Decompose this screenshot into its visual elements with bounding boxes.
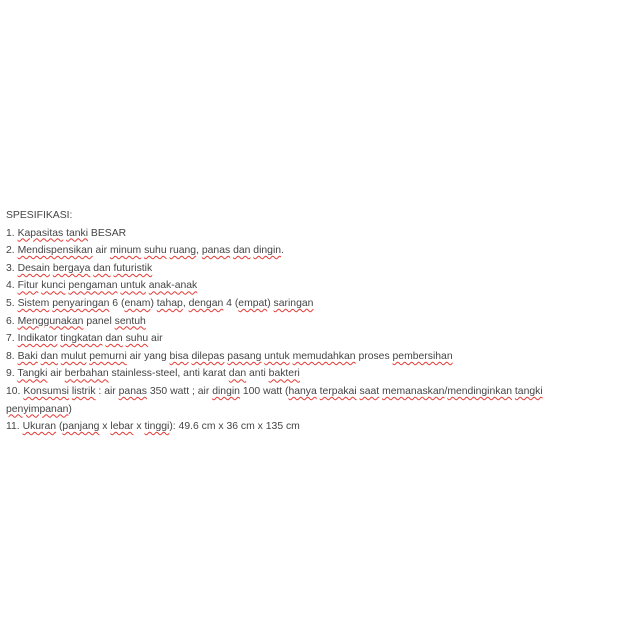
spellcheck-flagged-word: pembersihan <box>392 350 453 362</box>
spellcheck-flagged-word: panas <box>118 385 147 397</box>
spellcheck-flagged-word: kunci <box>41 280 66 292</box>
spec-text-run: 9. <box>6 368 18 380</box>
spec-text-run: 350 watt ; air <box>146 385 213 397</box>
specification-text[interactable] <box>6 207 606 436</box>
spec-item <box>6 365 606 383</box>
spec-item <box>6 383 606 418</box>
spellcheck-flagged-word: minum <box>109 245 142 257</box>
spellcheck-flagged-word: hanya <box>288 385 317 397</box>
spellcheck-flagged-word: dan <box>105 333 123 345</box>
spellcheck-flagged-word: memanaskan <box>382 385 445 397</box>
spellcheck-flagged-word: memudahkan <box>292 350 356 362</box>
spec-item <box>6 313 606 331</box>
spellcheck-flagged-word: pasang <box>227 350 262 362</box>
spec-text-run: 2. <box>6 245 18 257</box>
spec-text-run: proses <box>355 350 393 362</box>
spellcheck-flagged-word: lebar <box>110 421 134 433</box>
spellcheck-flagged-word: listrik <box>71 385 96 397</box>
spec-list <box>6 225 606 436</box>
spellcheck-flagged-word: bisa <box>169 350 189 362</box>
spellcheck-flagged-word: ruang <box>169 245 197 257</box>
spec-text-run: BESAR <box>88 227 127 239</box>
spec-text-run: 100 watt ( <box>239 385 289 397</box>
spec-text-run: 1. <box>6 227 18 239</box>
spellcheck-flagged-word: sentuh <box>114 315 146 327</box>
spec-item <box>6 330 606 348</box>
spec-text-run: 11. <box>6 421 23 433</box>
spellcheck-flagged-word: dingin <box>212 385 240 397</box>
spellcheck-flagged-word: suhu <box>125 333 149 345</box>
spellcheck-flagged-word: dilepas <box>191 350 225 362</box>
spec-text-run: air <box>148 333 163 345</box>
spec-text-run: air <box>47 368 65 380</box>
spellcheck-flagged-word: dan <box>233 245 251 257</box>
spec-text-run: ): 49.6 cm x 36 cm x 135 cm <box>169 421 300 433</box>
spellcheck-flagged-word: panjang <box>62 421 100 433</box>
spellcheck-flagged-word: Menggunakan <box>17 315 84 327</box>
spec-text-run: x <box>99 421 111 433</box>
spellcheck-flagged-word: bakteri <box>268 368 300 380</box>
spec-text-run: , <box>196 245 202 257</box>
spec-text-run: air <box>92 245 110 257</box>
spec-text-run: , <box>182 297 189 309</box>
spellcheck-flagged-word: tangki <box>514 385 543 397</box>
spec-text-run: 3. <box>6 262 18 274</box>
spellcheck-flagged-word: saringan <box>273 297 314 309</box>
spellcheck-flagged-word: enam <box>124 297 151 309</box>
spec-text-run: 8. <box>6 350 18 362</box>
spellcheck-flagged-word: mulut <box>60 350 87 362</box>
spellcheck-flagged-word: tinggi <box>144 421 170 433</box>
spec-text-run: / <box>444 385 448 397</box>
spellcheck-flagged-word: dengan <box>188 297 224 309</box>
spellcheck-flagged-word: terpakai <box>319 385 357 397</box>
spec-text-run: 4. <box>6 280 18 292</box>
spec-item <box>6 348 606 366</box>
spellcheck-flagged-word: Kapasitas <box>17 227 64 239</box>
spellcheck-flagged-word: Baki <box>17 350 38 362</box>
spellcheck-flagged-word: penyimpanan <box>6 403 69 415</box>
spec-text-run: 4 ( <box>223 297 239 309</box>
spellcheck-flagged-word: penyaringan <box>52 297 110 309</box>
spellcheck-flagged-word: empat <box>238 297 268 309</box>
spec-text-run: 6. <box>6 315 18 327</box>
spellcheck-flagged-word: Fitur <box>17 280 39 292</box>
spellcheck-flagged-word: tingkatan <box>60 333 103 345</box>
spellcheck-flagged-word: dan <box>93 262 111 274</box>
spellcheck-flagged-word: Sistem <box>17 297 50 309</box>
spec-item <box>6 418 606 436</box>
spec-item <box>6 277 606 295</box>
spec-text-run: : air <box>95 385 119 397</box>
spec-text-run: ) <box>68 403 72 415</box>
spec-text-run: x <box>133 421 145 433</box>
spellcheck-flagged-word: untuk <box>120 280 146 292</box>
spellcheck-flagged-word: panas <box>201 245 231 257</box>
spellcheck-flagged-word: Tangki <box>17 368 48 380</box>
spellcheck-flagged-word: pemurni <box>89 350 127 362</box>
spec-item <box>6 225 606 243</box>
spellcheck-flagged-word: suhu <box>144 245 167 257</box>
spec-text-run: . <box>281 245 284 257</box>
spec-text-run: ) <box>267 297 274 309</box>
spec-text-run: 6 ( <box>109 297 125 309</box>
spellcheck-flagged-word: untuk <box>264 350 290 362</box>
spec-item <box>6 260 606 278</box>
spec-item <box>6 295 606 313</box>
spec-text-run: 5. <box>6 297 18 309</box>
spellcheck-flagged-word: anak-anak <box>148 280 198 292</box>
spellcheck-flagged-word: dan <box>40 350 59 362</box>
spellcheck-flagged-word: Ukuran <box>22 421 57 433</box>
spec-text-run: ( <box>56 421 63 433</box>
spellcheck-flagged-word: Konsumsi <box>23 385 69 397</box>
spellcheck-flagged-word: tahap <box>156 297 183 309</box>
spec-text-run: stainless-steel, anti karat <box>108 368 229 380</box>
spec-text-run: 10. <box>6 385 24 397</box>
spec-text-run: air yang <box>126 350 170 362</box>
spec-text-run: 7. <box>6 333 18 345</box>
spec-text-run: panel <box>83 315 115 327</box>
spellcheck-flagged-word: saat <box>359 385 380 397</box>
spellcheck-flagged-word: Mendispensikan <box>17 245 93 257</box>
spellcheck-flagged-word: mendinginkan <box>447 385 513 397</box>
spellcheck-flagged-word: dan <box>228 368 247 380</box>
spellcheck-flagged-word: dingin <box>253 245 282 257</box>
spec-item <box>6 242 606 260</box>
spellcheck-flagged-word: bergaya <box>52 262 91 274</box>
spellcheck-flagged-word: tanki <box>66 227 89 239</box>
spec-heading: SPESIFIKASI: <box>6 210 73 221</box>
spellcheck-flagged-word: Indikator <box>17 333 58 345</box>
spellcheck-flagged-word: futuristik <box>113 262 153 274</box>
spellcheck-flagged-word: Desain <box>17 262 50 274</box>
spec-text-run: ) <box>150 297 157 309</box>
spellcheck-flagged-word: pengaman <box>68 280 118 292</box>
spec-text-run: anti <box>246 368 269 380</box>
spellcheck-flagged-word: berbahan <box>64 368 109 380</box>
